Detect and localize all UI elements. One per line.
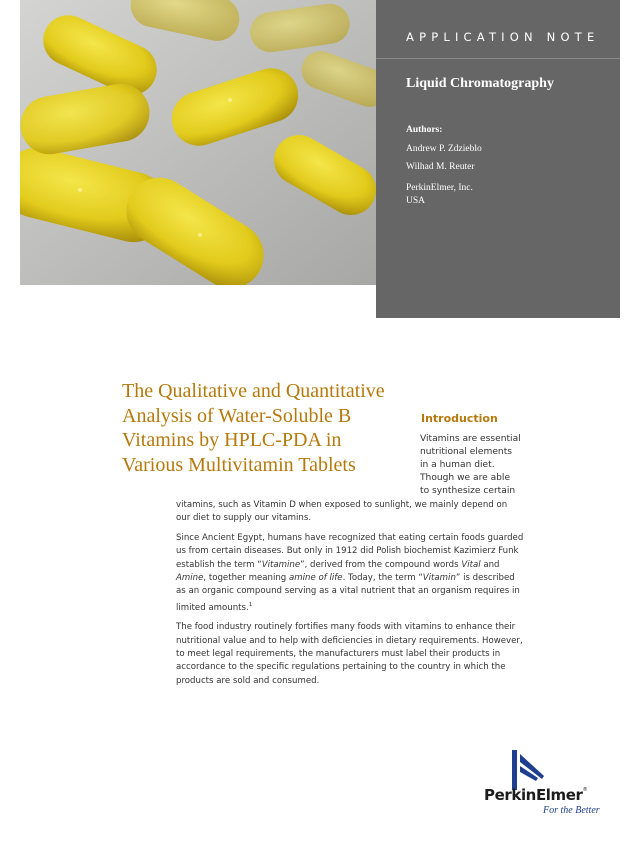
text-line: as an organic compound serving as a vital nutrient that an organism requires in [176, 586, 520, 597]
registered-mark: ® [582, 787, 588, 793]
paragraph [176, 532, 524, 615]
text-line: Though we are able [420, 473, 511, 483]
text-line: accordance to the specific regulations pertaining to the country in which the [176, 662, 506, 673]
body-text [176, 499, 524, 694]
text-line: The food industry routinely fortifies many foods with vitamins to enhance their [176, 622, 516, 633]
panel-divider [376, 58, 620, 59]
title-line: Analysis of Water-Soluble B [122, 404, 352, 427]
wordmark-text: PerkinElmer [484, 786, 583, 804]
footnote-marker: 1 [248, 601, 253, 608]
author-name: Wilhad M. Reuter [406, 162, 475, 172]
author-country: USA [406, 196, 426, 206]
title-line: The Qualitative and Quantitative [122, 380, 385, 402]
text-run: , together meaning [203, 573, 289, 584]
text-line [176, 559, 521, 572]
author-name: Andrew P. Zdzieblo [406, 144, 482, 154]
emphasis: Vital [461, 559, 481, 570]
introduction-column [420, 433, 520, 498]
text-run: establish the term “ [176, 559, 262, 570]
text-run: ”, derived from the compound words [300, 559, 462, 570]
text-line: in a human diet. [420, 460, 495, 470]
text-line: to meet legal requirements, the manufacturers must label their products in [176, 648, 501, 659]
text-line: vitamins, such as Vitamin D when exposed to sunlight, we mainly depend on [176, 500, 508, 510]
emphasis: amine of life [288, 573, 343, 584]
text-line [176, 572, 521, 585]
title-line: Vitamins by HPLC-PDA in [122, 429, 342, 451]
text-line: to synthesize certain [420, 486, 516, 496]
text-line: Vitamins are essential [420, 434, 521, 444]
logo-tagline: For the Better [543, 805, 600, 816]
text-line [176, 599, 521, 615]
text-run: ” is described [455, 573, 515, 584]
emphasis: Vitamine [261, 559, 301, 570]
document-type-label: APPLICATION NOTE [406, 30, 600, 44]
perkinelmer-wordmark [484, 786, 587, 804]
emphasis: Vitamin [422, 573, 456, 584]
title-line: Various Multivitamin Tablets [122, 453, 356, 476]
text-line: nutritional elements [420, 447, 513, 457]
header-panel [376, 0, 620, 318]
paragraph [176, 499, 521, 526]
document-title [122, 379, 412, 477]
authors-heading: Authors: [406, 125, 443, 135]
paragraph [176, 621, 521, 688]
text-line: nutritional value and to help with deficiencies in dietary requirements. However, [176, 635, 523, 646]
text-line: Since Ancient Egypt, humans have recognized that eating certain foods guarded [176, 532, 524, 543]
authors-block [406, 121, 482, 208]
author-company: PerkinElmer, Inc. [406, 183, 473, 193]
emphasis: Amine [176, 573, 204, 584]
text-run: . Today, the term “ [342, 573, 423, 584]
text-run: and [480, 559, 500, 570]
text-line: products are sold and consumed. [176, 675, 320, 686]
introduction-heading: Introduction [421, 412, 498, 425]
hero-tablets-photo [20, 0, 376, 285]
text-line: us from certain diseases. But only in 1912 did Polish biochemist Kazimierz Funk [176, 546, 519, 557]
category-label: Liquid Chromatography [406, 76, 554, 91]
text-line: our diet to supply our vitamins. [176, 513, 312, 524]
text-run: limited amounts. [176, 602, 249, 613]
